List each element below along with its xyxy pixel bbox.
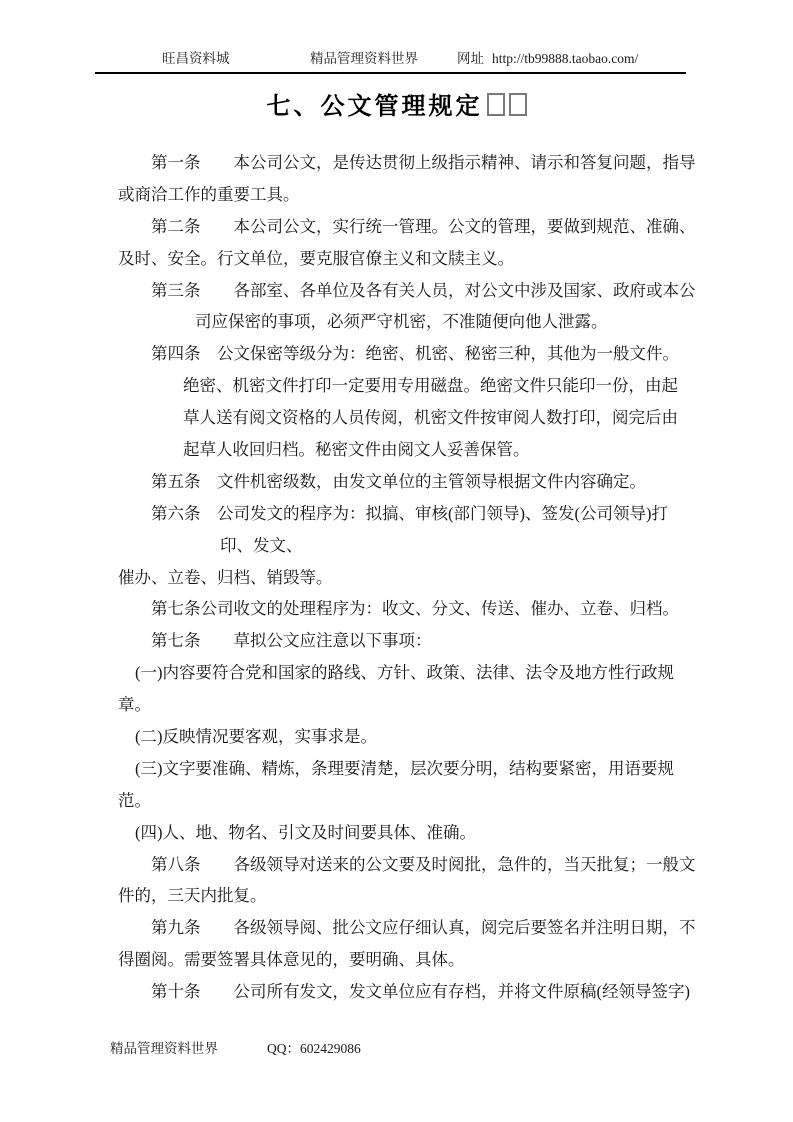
text-line: (一)内容要符合党和国家的路线、方针、政策、法律、法令及地方性行政规: [135, 663, 674, 683]
header-brand-name: 精品管理资料世界: [310, 51, 418, 66]
page-title-text: 七、公文管理规定: [266, 93, 483, 120]
header-divider-rule: [95, 72, 686, 74]
text-line: 绝密、机密文件打印一定要用专用磁盘。绝密文件只能印一份，由起: [183, 376, 678, 396]
header-url-text: http://tb99888.taobao.com/: [492, 51, 639, 66]
text-line: 第九条 各级领导阅、批公文应仔细认真，阅完后要签名并注明日期，不: [151, 918, 696, 938]
footer-qq-contact: QQ：602429086: [267, 1041, 361, 1056]
missing-glyph-box-icon: [487, 93, 505, 116]
text-line: 第八条 各级领导对送来的公文要及时阅批，急件的，当天批复；一般文: [151, 854, 696, 874]
footer-brand-name: 精品管理资料世界: [110, 1041, 218, 1056]
text-line: 第十条 公司所有发文，发文单位应有存档，并将文件原稿(经领导签字): [151, 982, 690, 1002]
text-line: 及时、安全。行文单位，要克服官僚主义和文牍主义。: [118, 248, 514, 268]
missing-glyph-box-icon: [509, 93, 527, 116]
text-line: 范。: [118, 790, 151, 810]
text-line: 起草人收回归档。秘密文件由阅文人妥善保管。: [183, 440, 530, 460]
text-line: 第三条 各部室、各单位及各有关人员，对公文中涉及国家、政府或本公: [151, 280, 696, 300]
text-line: 第四条 公文保密等级分为：绝密、机密、秘密三种，其他为一般文件。: [151, 344, 679, 364]
text-line: 或商洽工作的重要工具。: [118, 184, 300, 204]
text-line: (二)反映情况要客观，实事求是。: [135, 727, 377, 747]
page-title: [0, 92, 793, 122]
text-line: (四)人、地、物名、引文及时间要具体、准确。: [135, 822, 476, 842]
text-line: 第二条 本公司公文，实行统一管理。公文的管理，要做到规范、准确、: [151, 216, 696, 236]
text-line: 件的，三天内批复。: [118, 886, 267, 906]
text-line: 司应保密的事项，必须严守机密，不准随便向他人泄露。: [195, 312, 608, 332]
header-url-label: 网址: [457, 51, 484, 66]
text-line: 第一条 本公司公文，是传达贯彻上级指示精神、请示和答复问题，指导: [151, 153, 696, 172]
document-body: [118, 147, 696, 1008]
text-line: 得圈阅。需要签署具体意见的，要明确、具体。: [118, 950, 465, 970]
title-missing-glyph-boxes: [483, 93, 527, 120]
text-line: 第五条 文件机密级数，由发文单位的主管领导根据文件内容确定。: [151, 471, 646, 491]
header-site-name: 旺昌资料城: [162, 51, 230, 66]
text-line: 章。: [118, 695, 151, 715]
text-line: 草人送有阅文资格的人员传阅，机密文件按审阅人数打印，阅完后由: [183, 408, 678, 428]
text-line: 第七条 草拟公文应注意以下事项：: [151, 631, 432, 651]
text-line: 催办、立卷、归档、销毁等。: [118, 567, 333, 587]
text-line: 第六条 公司发文的程序为：拟搞、审核(部门领导)、签发(公司领导)打: [151, 503, 668, 523]
text-line: 印、发文、: [220, 535, 303, 555]
text-line: (三)文字要准确、精炼，条理要清楚，层次要分明，结构要紧密，用语要规: [135, 758, 674, 778]
text-line: 第七条公司收文的处理程序为：收文、分文、传送、催办、立卷、归档。: [151, 599, 679, 619]
